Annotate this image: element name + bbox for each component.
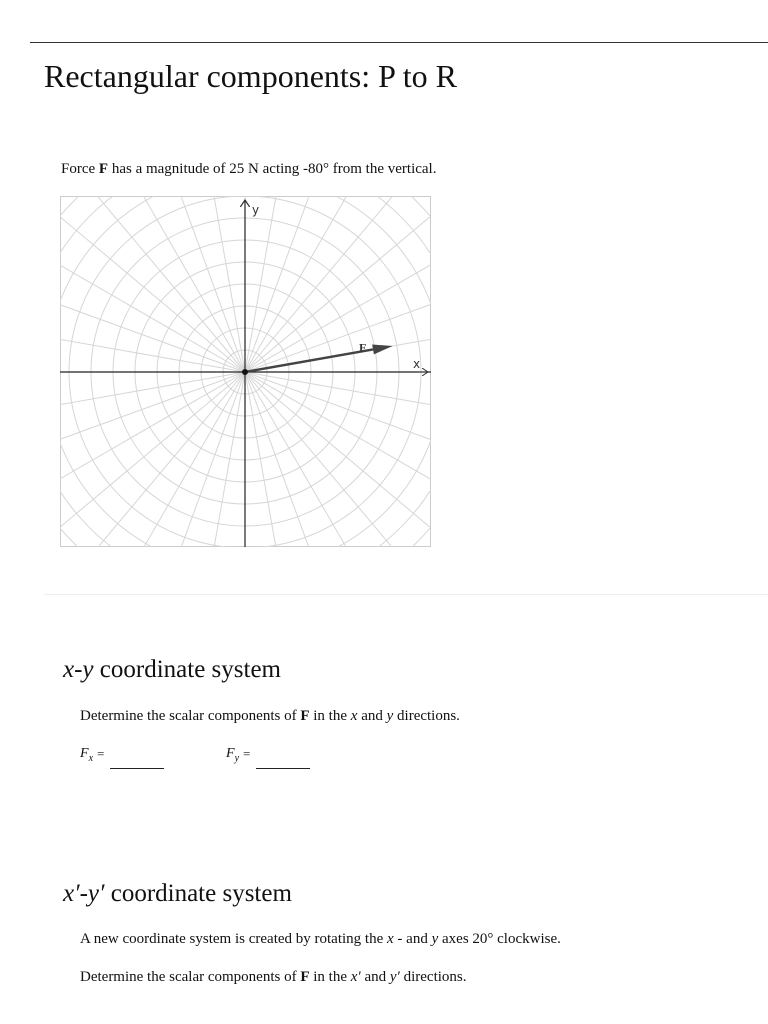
x-axis-label: x [413, 357, 421, 371]
section-divider [44, 594, 768, 595]
top-divider [30, 42, 768, 43]
fy-label: $F_y$ [226, 746, 240, 764]
force-label: F [359, 340, 367, 355]
fy-answer: $F_y$ = [226, 746, 310, 769]
xy-section-heading: x-y coordinate system [63, 656, 281, 683]
force-symbol: F [98, 161, 109, 177]
page-title: Rectangular components: P to R [44, 58, 457, 94]
fx-answer-field[interactable] [110, 746, 164, 769]
polar-force-diagram [60, 196, 431, 547]
fx-label: $F_x$ [80, 746, 94, 764]
xpyp-section-heading: x′-y′ coordinate system [63, 880, 292, 907]
fy-answer-field[interactable] [256, 746, 310, 769]
y-axis-label: y [252, 203, 260, 217]
fx-answer: $F_x$ = [80, 746, 164, 769]
rotation-statement: A new coordinate system is created by rotating the x - and y axes 20° clockwise. [80, 931, 561, 947]
problem-statement: Force F has a magnitude of 25 N acting -80° from the vertical. [61, 161, 437, 177]
origin-point [242, 369, 248, 375]
xpyp-instruction: Determine the scalar components of F in the x′ and y′ directions. [80, 969, 467, 985]
xy-instruction: Determine the scalar components of F in the x and y directions. [80, 708, 460, 724]
